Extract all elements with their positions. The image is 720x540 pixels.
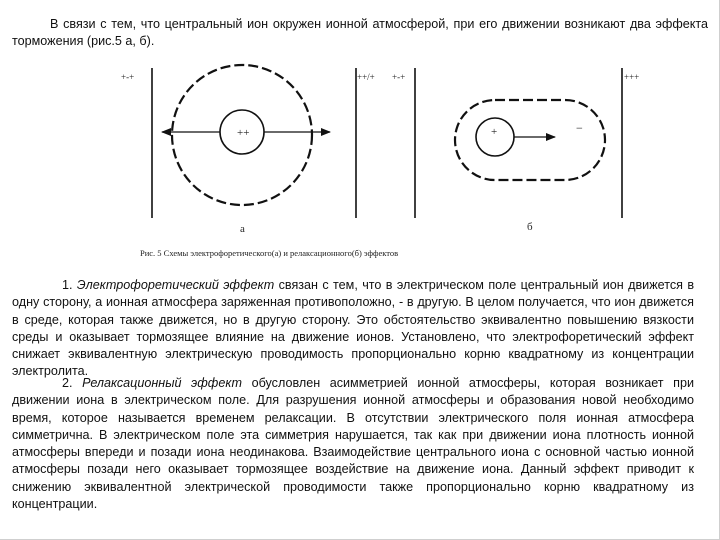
electrode-label-b-right: +++ xyxy=(624,72,640,82)
intro-text: В связи с тем, что центральный ион окружен ионной атмосферой, при его движении возникают два эффекта торможения (рис.5 а, б). xyxy=(12,17,708,49)
para2-term: Релаксационный эффект xyxy=(82,376,242,390)
para1-term: Электрофоретический эффект xyxy=(76,278,275,292)
electrode-label-a-left: +-+ xyxy=(121,72,135,82)
para2-number: 2. xyxy=(62,376,73,390)
ion-charge-b: + xyxy=(491,126,498,138)
atmosphere-charge-b: − xyxy=(576,121,583,135)
para1-number: 1. xyxy=(62,278,73,292)
electrode-label-b-left: +-+ xyxy=(392,72,406,82)
para2-text: обусловлен асимметрией ионной атмосферы, которая возникает при движении иона в электрическом поле. Для разрушения ионной атмосферы и образования новой необходимо время, которое называется временем релаксации. В отсутствии электрического поля ионная атмосфера симметрична. В электрическом поле эта симметрия нарушается, так как при движении иона плотность ионной атмосферы впереди и позади иона неодинакова. Взаимодействие центрального иона с основной частью ионной атмосферы позади него оказывает тормозящее воздействие на движение иона. Данный эффект приводит к снижению эквивалентной электрической проводимости также пропорционально корню квадратному из концентрации. xyxy=(12,376,694,512)
para1-text: связан с тем, что в электрическом поле центральный ион движется в одну сторону, а ионная атмосфера заряженная противоположно, - в другую. В целом получается, что ион движется в среде, которая также движется, но в другую сторону. Это обстоятельство эквивалентно повышению вязкости среды и оказывает тормозящее влияние на движение ионов. Установлено, что электрофоретический эффект снижает эквивалентную электрическую проводимость пропорционально корню квадратному из концентрации электролита. xyxy=(12,278,695,379)
figure-label-b: б xyxy=(527,221,533,233)
figure-label-a: а xyxy=(240,223,245,235)
effects-figure xyxy=(0,0,720,260)
figure-caption: Рис. 5 Схемы электрофоретического(а) и релаксационного(б) эффектов xyxy=(140,248,399,258)
ion-charge-a: ++ xyxy=(237,127,250,139)
paragraph-relaxation xyxy=(12,375,694,513)
paragraph-electrophoretic xyxy=(12,277,694,381)
electrode-label-a-right: ++/+ xyxy=(357,72,375,82)
